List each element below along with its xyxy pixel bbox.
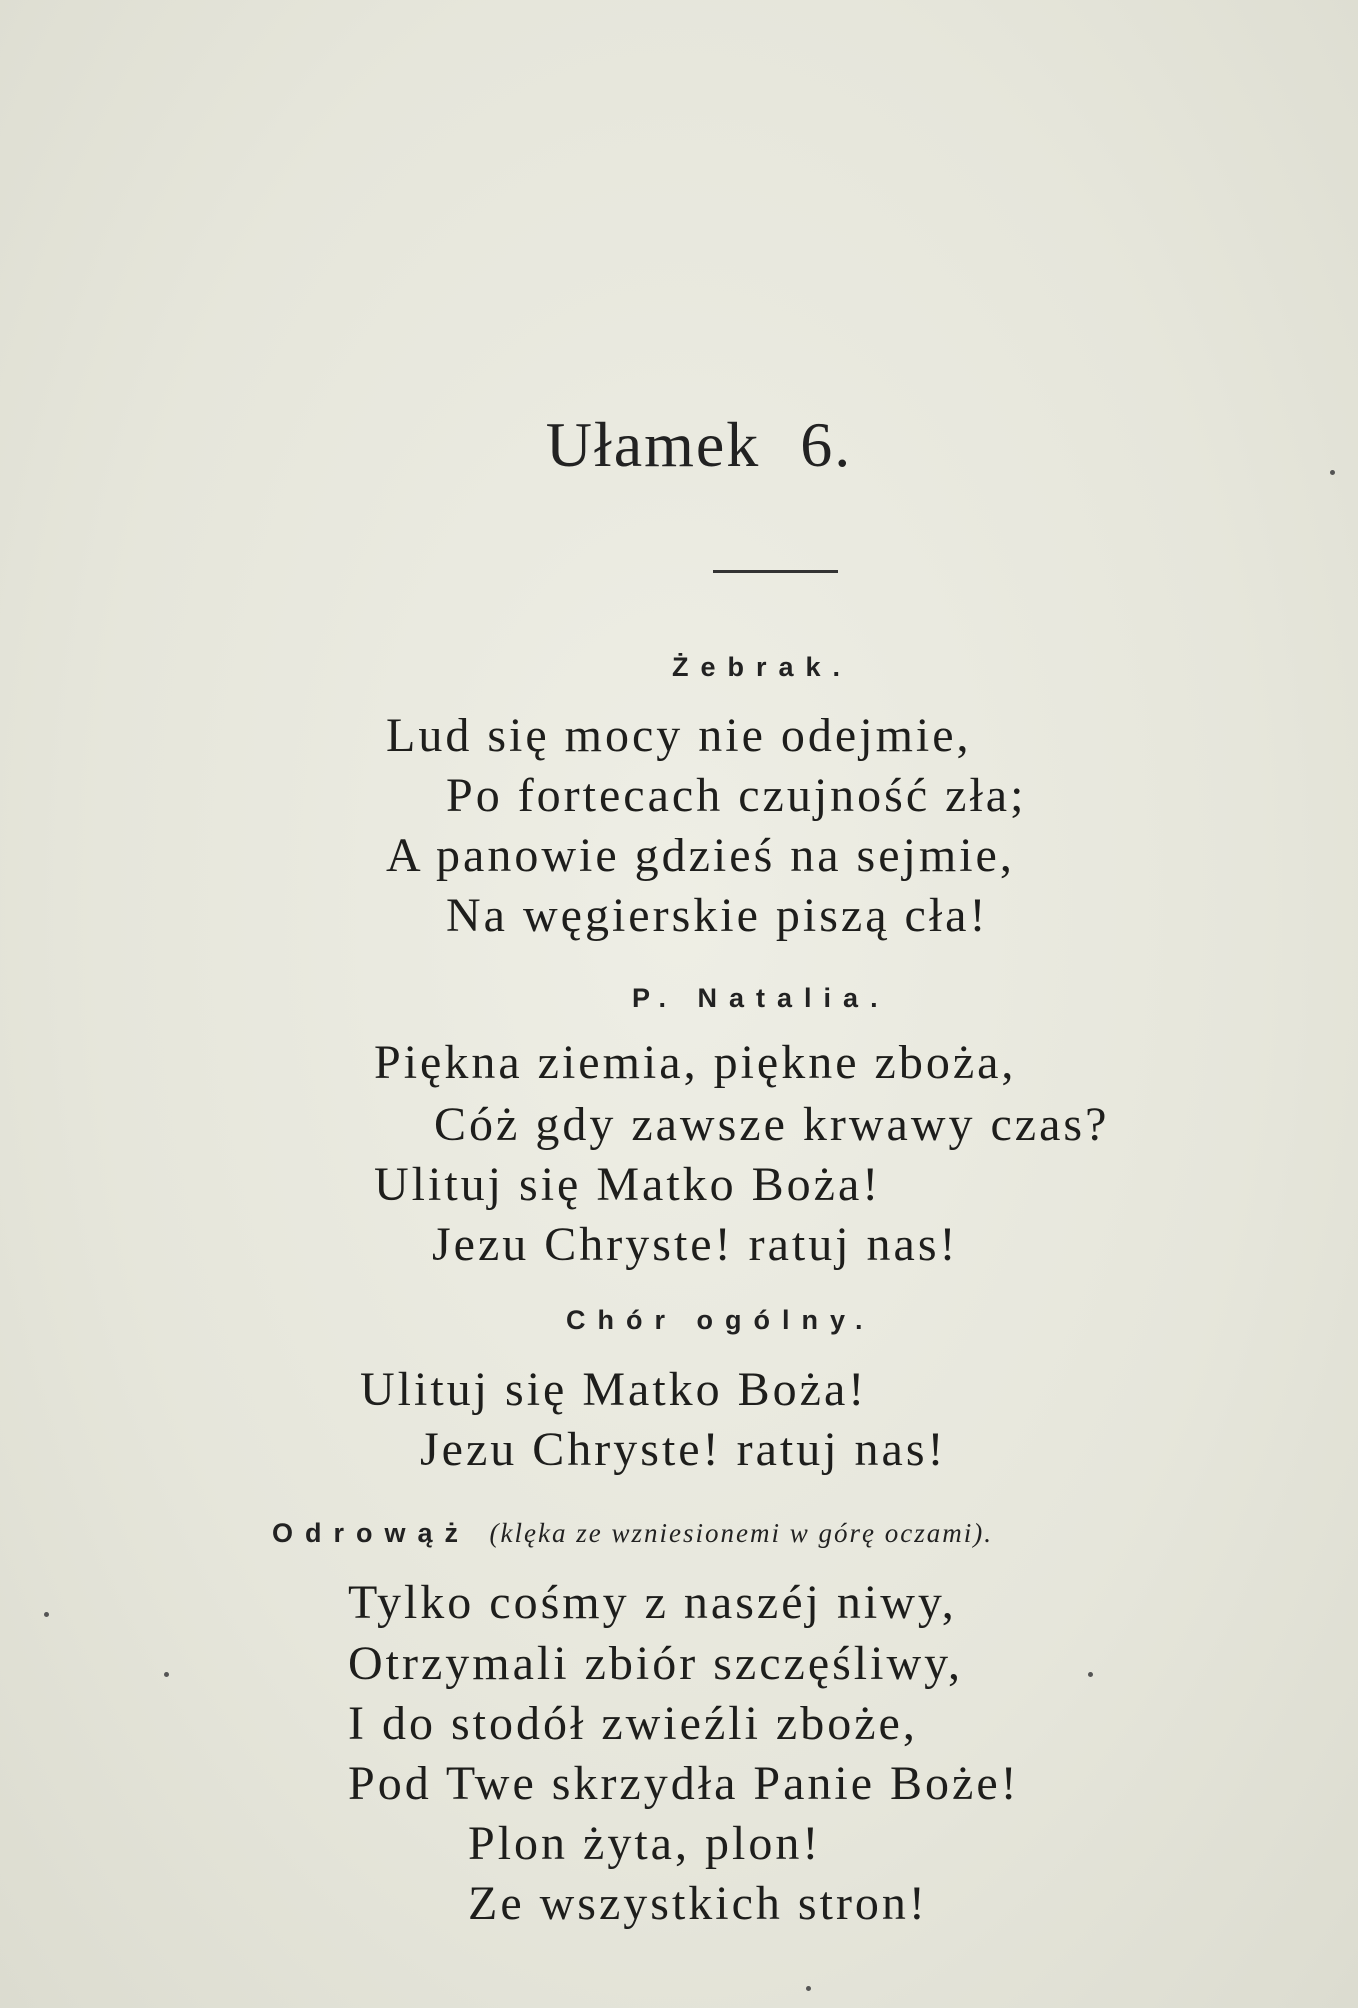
verse-line: A panowie gdzieś na sejmie, xyxy=(386,829,1015,882)
verse-line: Piękna ziemia, piękne zboża, xyxy=(374,1036,1017,1089)
paper-speck xyxy=(806,1986,811,1991)
verse-line: Plon żyta, plon! xyxy=(468,1817,822,1870)
verse-line: Ze wszystkich stron! xyxy=(468,1877,928,1930)
title-number: 6. xyxy=(800,409,853,480)
verse-line: Tylko cośmy z naszéj niwy, xyxy=(348,1576,957,1629)
verse-line: Ulituj się Matko Boża! xyxy=(374,1158,882,1211)
verse-line: Jezu Chryste! ratuj nas! xyxy=(420,1423,947,1476)
verse-line: Pod Twe skrzydła Panie Boże! xyxy=(348,1757,1020,1810)
paper-speck xyxy=(1088,1672,1093,1677)
verse-line: Cóż gdy zawsze krwawy czas? xyxy=(434,1098,1110,1151)
verse-line: Po fortecach czujność zła; xyxy=(446,769,1027,822)
paper-speck xyxy=(44,1612,49,1617)
verse-line: Lud się mocy nie odejmie, xyxy=(386,709,972,762)
title-text: Ułamek xyxy=(545,409,761,480)
verse-line: Otrzymali zbiór szczęśliwy, xyxy=(348,1637,964,1690)
verse-line: Na węgierskie piszą cła! xyxy=(446,889,989,942)
title-rule xyxy=(713,570,838,573)
speaker-label xyxy=(272,1518,993,1549)
page-title xyxy=(20,408,1358,482)
verse-line: Ulituj się Matko Boża! xyxy=(360,1363,868,1416)
paper-speck xyxy=(164,1672,169,1677)
verse-line: I do stodół zwieźli zboże, xyxy=(348,1697,918,1750)
verse-line: Jezu Chryste! ratuj nas! xyxy=(432,1218,959,1271)
speaker-name: Odrowąż xyxy=(272,1518,471,1548)
speaker-label: Żebrak. xyxy=(672,652,853,682)
stage-direction: (klęka ze wzniesionemi w górę oczami). xyxy=(489,1518,993,1548)
paper-speck xyxy=(1330,470,1335,475)
speaker-label: Chór ogólny. xyxy=(566,1305,875,1335)
speaker-label: P. Natalia. xyxy=(632,983,890,1013)
